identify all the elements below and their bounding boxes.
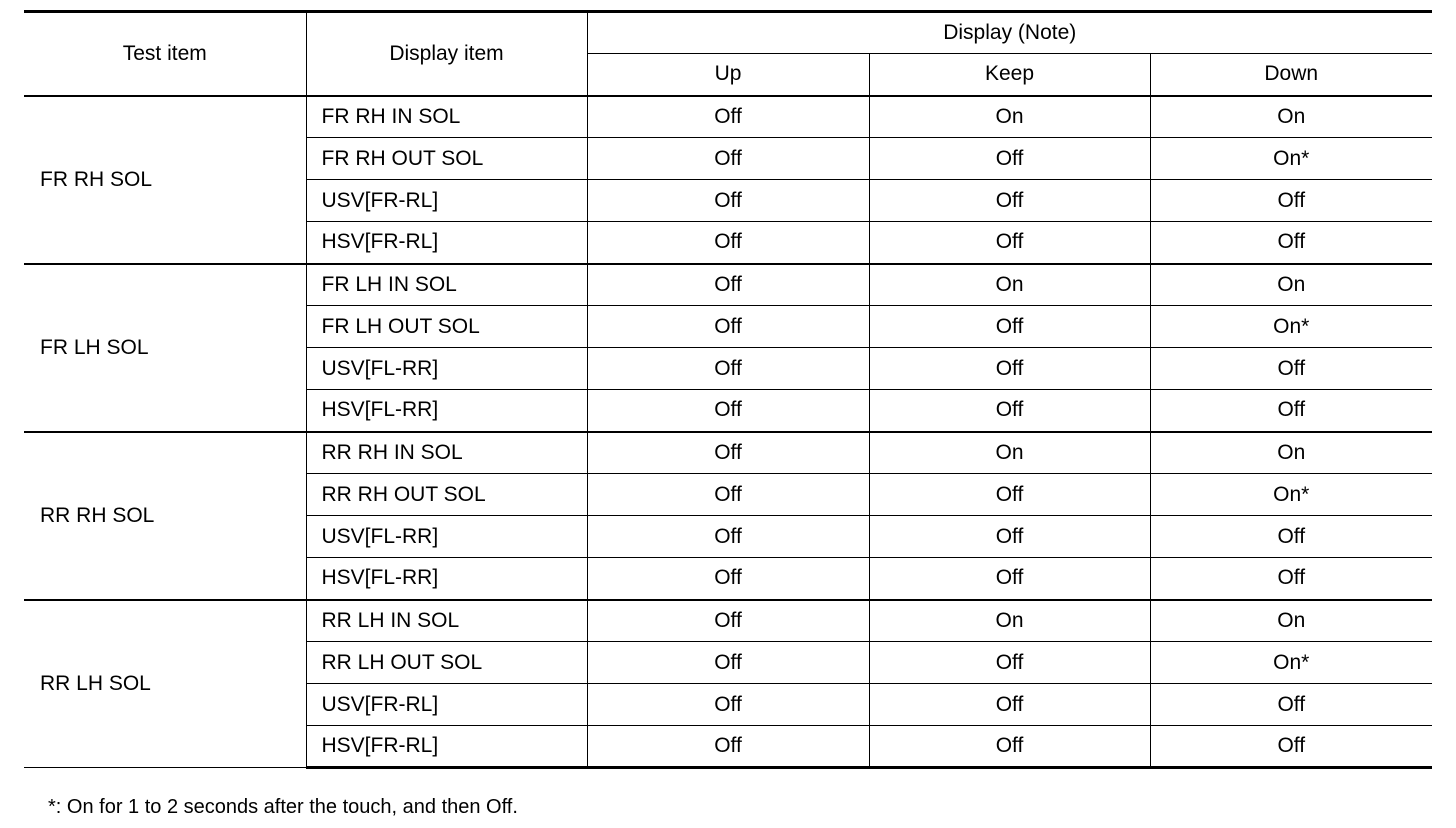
- display-item-cell: RR LH IN SOL: [306, 600, 587, 642]
- down-value-cell: Off: [1150, 684, 1432, 726]
- up-value-cell: Off: [587, 642, 869, 684]
- header-display-note: Display (Note): [587, 12, 1432, 54]
- down-value-cell: Off: [1150, 558, 1432, 600]
- table-row: [24, 264, 1432, 306]
- down-value-cell: Off: [1150, 222, 1432, 264]
- down-value-cell: Off: [1150, 348, 1432, 390]
- down-value-cell: Off: [1150, 390, 1432, 432]
- keep-value-cell: Off: [869, 138, 1150, 180]
- up-value-cell: Off: [587, 432, 869, 474]
- keep-value-cell: Off: [869, 642, 1150, 684]
- down-value-cell: On: [1150, 96, 1432, 138]
- display-item-cell: RR RH IN SOL: [306, 432, 587, 474]
- up-value-cell: Off: [587, 516, 869, 558]
- down-value-cell: On*: [1150, 642, 1432, 684]
- header-display-item: Display item: [306, 12, 587, 96]
- display-item-cell: HSV[FL-RR]: [306, 558, 587, 600]
- header-up: Up: [587, 54, 869, 96]
- display-item-cell: USV[FR-RL]: [306, 684, 587, 726]
- down-value-cell: On: [1150, 264, 1432, 306]
- test-item-cell: RR RH SOL: [24, 432, 306, 600]
- table-header: [24, 12, 1432, 96]
- keep-value-cell: Off: [869, 222, 1150, 264]
- table-body: [24, 96, 1432, 768]
- display-item-cell: RR LH OUT SOL: [306, 642, 587, 684]
- up-value-cell: Off: [587, 474, 869, 516]
- down-value-cell: On: [1150, 600, 1432, 642]
- display-item-cell: HSV[FR-RL]: [306, 222, 587, 264]
- up-value-cell: Off: [587, 600, 869, 642]
- display-item-cell: HSV[FL-RR]: [306, 390, 587, 432]
- keep-value-cell: Off: [869, 684, 1150, 726]
- down-value-cell: Off: [1150, 516, 1432, 558]
- keep-value-cell: On: [869, 96, 1150, 138]
- up-value-cell: Off: [587, 306, 869, 348]
- down-value-cell: Off: [1150, 180, 1432, 222]
- down-value-cell: On*: [1150, 306, 1432, 348]
- keep-value-cell: Off: [869, 516, 1150, 558]
- up-value-cell: Off: [587, 348, 869, 390]
- display-item-cell: FR LH IN SOL: [306, 264, 587, 306]
- up-value-cell: Off: [587, 138, 869, 180]
- keep-value-cell: On: [869, 600, 1150, 642]
- footnote: *: On for 1 to 2 seconds after the touch, and then Off.: [48, 796, 518, 818]
- display-item-cell: FR LH OUT SOL: [306, 306, 587, 348]
- up-value-cell: Off: [587, 96, 869, 138]
- keep-value-cell: Off: [869, 558, 1150, 600]
- display-item-cell: USV[FL-RR]: [306, 516, 587, 558]
- up-value-cell: Off: [587, 264, 869, 306]
- up-value-cell: Off: [587, 222, 869, 264]
- display-item-cell: USV[FR-RL]: [306, 180, 587, 222]
- keep-value-cell: Off: [869, 726, 1150, 768]
- test-item-cell: RR LH SOL: [24, 600, 306, 768]
- display-item-cell: HSV[FR-RL]: [306, 726, 587, 768]
- display-item-cell: FR RH IN SOL: [306, 96, 587, 138]
- up-value-cell: Off: [587, 726, 869, 768]
- test-item-cell: FR RH SOL: [24, 96, 306, 264]
- table-row: [24, 96, 1432, 138]
- down-value-cell: On: [1150, 432, 1432, 474]
- down-value-cell: On*: [1150, 474, 1432, 516]
- header-test-item: Test item: [24, 12, 306, 96]
- keep-value-cell: On: [869, 432, 1150, 474]
- keep-value-cell: Off: [869, 180, 1150, 222]
- display-item-cell: RR RH OUT SOL: [306, 474, 587, 516]
- display-item-cell: USV[FL-RR]: [306, 348, 587, 390]
- keep-value-cell: Off: [869, 474, 1150, 516]
- display-item-cell: FR RH OUT SOL: [306, 138, 587, 180]
- up-value-cell: Off: [587, 390, 869, 432]
- table-row: [24, 432, 1432, 474]
- header-row-1: [24, 12, 1432, 54]
- up-value-cell: Off: [587, 558, 869, 600]
- keep-value-cell: Off: [869, 306, 1150, 348]
- header-keep: Keep: [869, 54, 1150, 96]
- up-value-cell: Off: [587, 180, 869, 222]
- table-row: [24, 600, 1432, 642]
- up-value-cell: Off: [587, 684, 869, 726]
- keep-value-cell: On: [869, 264, 1150, 306]
- keep-value-cell: Off: [869, 348, 1150, 390]
- down-value-cell: On*: [1150, 138, 1432, 180]
- header-down: Down: [1150, 54, 1432, 96]
- keep-value-cell: Off: [869, 390, 1150, 432]
- solenoid-test-table: [24, 10, 1432, 769]
- test-item-cell: FR LH SOL: [24, 264, 306, 432]
- down-value-cell: Off: [1150, 726, 1432, 768]
